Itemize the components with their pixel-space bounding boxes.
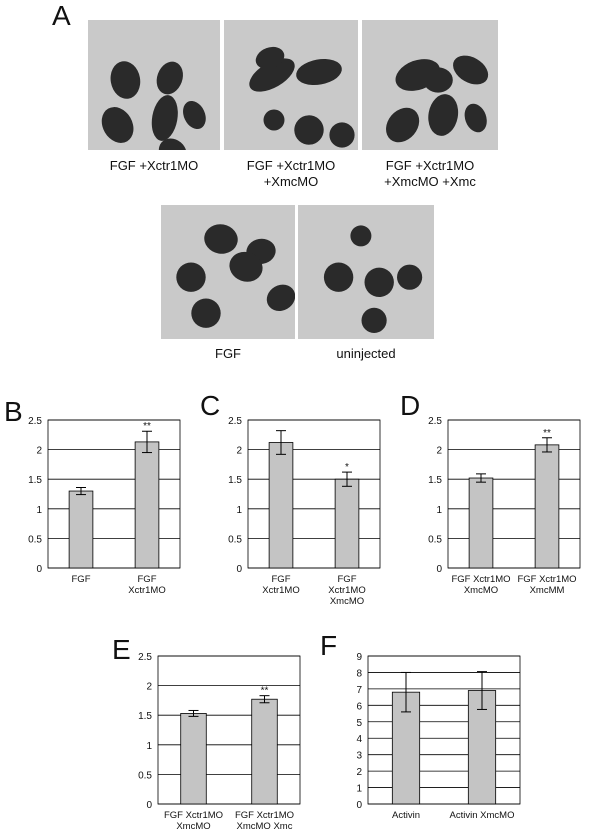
y-tick-label: 0 bbox=[36, 564, 42, 575]
x-tick-label: Activin XmcMO bbox=[449, 810, 515, 821]
y-tick-label: 2.5 bbox=[428, 416, 442, 427]
photo-caption: FGF +Xctr1MO +XmcMO +Xmc bbox=[384, 158, 476, 189]
y-tick-label: 7 bbox=[356, 684, 362, 696]
y-tick-label: 1.5 bbox=[228, 475, 242, 487]
x-tick-label: XmcMM bbox=[529, 585, 565, 596]
x-tick-label: Xctr1MO bbox=[328, 585, 366, 596]
y-tick-label: 0 bbox=[436, 564, 442, 575]
bar-chart-f bbox=[320, 646, 540, 833]
x-tick-label: XmcMO Xmc bbox=[236, 821, 293, 832]
embryo-shape bbox=[324, 263, 353, 292]
x-tick-label: XmcMO bbox=[176, 821, 211, 832]
x-tick-label: FGF Xctr1MO bbox=[451, 574, 511, 585]
y-tick-label: 9 bbox=[356, 652, 362, 663]
embryo-shape bbox=[191, 299, 220, 328]
panel-label-c: C bbox=[200, 390, 221, 421]
x-tick-label: Activin bbox=[392, 810, 420, 821]
bar-chart-d bbox=[400, 410, 600, 610]
y-tick-label: 1 bbox=[356, 783, 362, 795]
y-tick-label: 3 bbox=[356, 750, 362, 762]
x-tick-label: Xctr1MO bbox=[128, 585, 166, 596]
y-tick-label: 0.5 bbox=[28, 534, 42, 546]
embryo-shape bbox=[397, 265, 422, 290]
photo-caption: uninjected bbox=[336, 346, 396, 361]
bar bbox=[135, 442, 159, 568]
x-tick-label: FGF bbox=[337, 574, 357, 585]
panel-label-a: A bbox=[52, 0, 71, 31]
x-tick-label: FGF Xctr1MO bbox=[163, 810, 224, 821]
embryo-shape bbox=[362, 308, 387, 333]
embryo-shape bbox=[176, 263, 205, 292]
x-tick-label: FGF bbox=[71, 574, 91, 585]
y-tick-label: 0.5 bbox=[138, 770, 152, 782]
x-tick-label: Xctr1MO bbox=[262, 585, 300, 596]
y-tick-label: 8 bbox=[356, 668, 362, 680]
y-tick-label: 2 bbox=[436, 445, 442, 457]
embryo-photo-fgf-xctr1mo bbox=[88, 20, 220, 150]
photo-caption: FGF +Xctr1MO +XmcMO bbox=[246, 158, 336, 189]
x-tick-label: FGF Xctr1MO bbox=[517, 574, 577, 585]
bar bbox=[535, 445, 559, 568]
y-tick-label: 1.5 bbox=[428, 475, 442, 487]
bar bbox=[252, 699, 278, 804]
significance-marker: * bbox=[345, 462, 349, 474]
bar bbox=[335, 479, 359, 568]
significance-marker: ** bbox=[260, 685, 269, 697]
bar-chart-c bbox=[200, 410, 400, 620]
panel-label-d: D bbox=[400, 390, 421, 421]
y-tick-label: 1.5 bbox=[138, 711, 152, 723]
embryo-shape bbox=[350, 225, 371, 246]
significance-marker: ** bbox=[143, 421, 151, 433]
significance-marker: ** bbox=[543, 427, 551, 439]
plot-frame bbox=[368, 656, 520, 804]
bar bbox=[469, 478, 493, 568]
plot-frame bbox=[448, 420, 580, 568]
y-tick-label: 1 bbox=[436, 504, 442, 516]
embryo-shape bbox=[264, 110, 285, 131]
plot-frame bbox=[158, 656, 300, 804]
y-tick-label: 0 bbox=[146, 800, 152, 811]
y-tick-label: 2.5 bbox=[138, 652, 152, 663]
panel-label-f: F bbox=[320, 630, 338, 661]
y-tick-label: 2 bbox=[356, 767, 362, 779]
x-tick-label: FGF bbox=[271, 574, 291, 585]
y-tick-label: 1 bbox=[146, 740, 152, 752]
x-tick-label: FGF Xctr1MO bbox=[234, 810, 295, 821]
plot-frame bbox=[48, 420, 180, 568]
embryo-photo-uninjected bbox=[298, 205, 434, 339]
plot-frame bbox=[248, 420, 380, 568]
y-tick-label: 2.5 bbox=[28, 416, 42, 427]
y-tick-label: 0 bbox=[356, 800, 362, 811]
y-tick-label: 1 bbox=[236, 504, 242, 516]
photo-caption: FGF bbox=[215, 346, 241, 361]
panel-label-e: E bbox=[112, 634, 131, 665]
bar-chart-b bbox=[0, 410, 200, 610]
photo-caption: FGF +Xctr1MO bbox=[109, 158, 199, 173]
embryo-shape bbox=[423, 67, 452, 92]
y-tick-label: 2.5 bbox=[228, 416, 242, 427]
x-tick-label: FGF bbox=[137, 574, 157, 585]
y-tick-label: 0.5 bbox=[428, 534, 442, 546]
embryo-photo-fgf-xctr1mo-xmcmo bbox=[224, 20, 358, 150]
bar-chart-e bbox=[110, 646, 320, 833]
y-tick-label: 0.5 bbox=[228, 534, 242, 546]
bar bbox=[269, 442, 293, 568]
bar bbox=[69, 491, 93, 568]
embryo-photo-fgf bbox=[161, 205, 295, 339]
embryo-shape bbox=[365, 268, 394, 297]
bar bbox=[181, 713, 207, 804]
y-tick-label: 1.5 bbox=[28, 475, 42, 487]
y-tick-label: 0 bbox=[236, 564, 242, 575]
x-tick-label: XmcMO bbox=[329, 596, 365, 607]
y-tick-label: 1 bbox=[36, 504, 42, 516]
y-tick-label: 2 bbox=[146, 681, 152, 693]
y-tick-label: 4 bbox=[356, 734, 362, 746]
x-tick-label: XmcMO bbox=[463, 585, 499, 596]
y-tick-label: 2 bbox=[236, 445, 242, 457]
panel-label-b: B bbox=[4, 396, 23, 427]
y-tick-label: 6 bbox=[356, 701, 362, 713]
embryo-shape bbox=[329, 122, 354, 147]
embryo-photo-fgf-xctr1mo-xmcmo-xmc bbox=[362, 20, 498, 150]
y-tick-label: 2 bbox=[36, 445, 42, 457]
y-tick-label: 5 bbox=[356, 717, 362, 729]
